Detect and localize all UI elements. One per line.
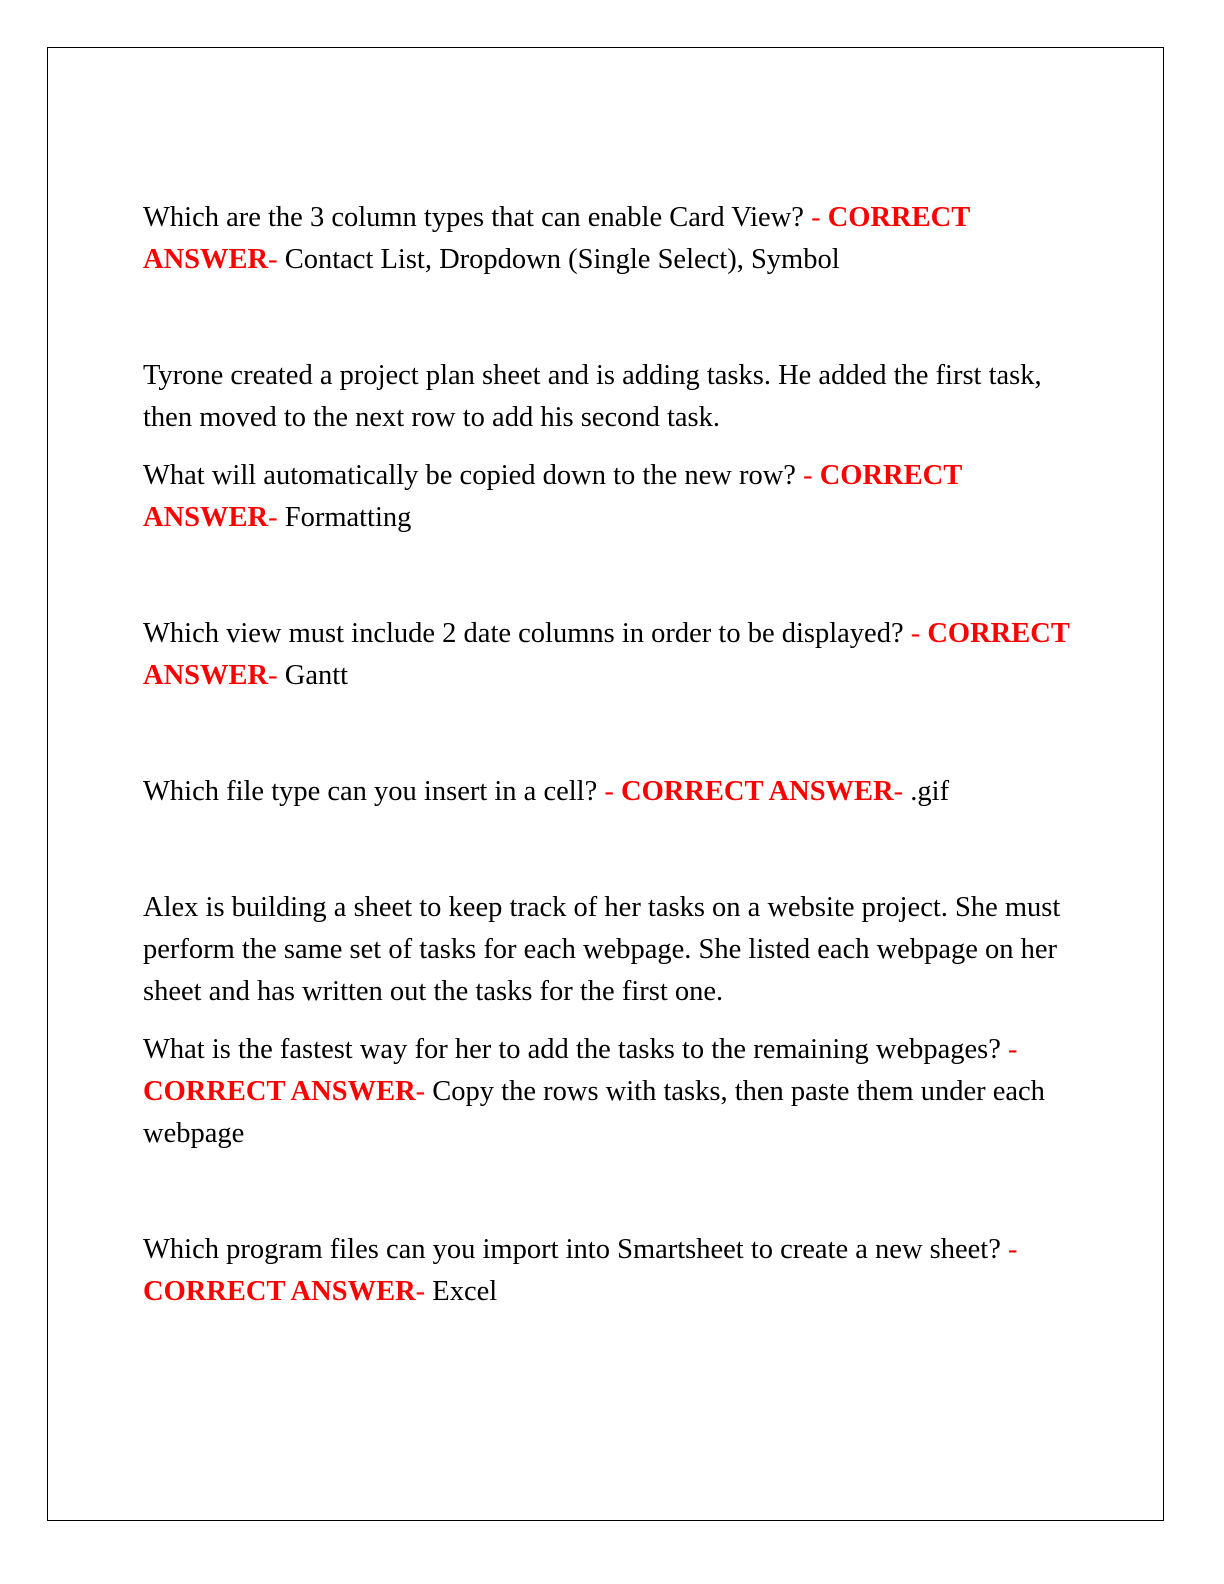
answer-label: - CORRECT ANSWER- [143, 1034, 1018, 1107]
qa-final-paragraph [143, 1229, 1073, 1313]
answer-text: Excel [432, 1276, 498, 1307]
qa-item-2 [143, 355, 1073, 539]
question-text: Which program files can you import into Smartsheet to create a new sheet? [143, 1234, 1001, 1265]
answer-label: - CORRECT ANSWER- [143, 1234, 1018, 1307]
question-text: Which are the 3 column types that can enable Card View? [143, 202, 804, 233]
answer-text: Gantt [284, 660, 349, 691]
answer-label: - CORRECT ANSWER- [143, 460, 962, 533]
qa-final-paragraph [143, 197, 1073, 281]
answer-text: Contact List, Dropdown (Single Select), Symbol [284, 244, 840, 275]
answer-text: Copy the rows with tasks, then paste them under each webpage [143, 1076, 1045, 1149]
qa-item-3 [143, 613, 1073, 697]
qa-item-6 [143, 1229, 1073, 1313]
question-text: What is the fastest way for her to add the tasks to the remaining webpages? [143, 1034, 1001, 1065]
question-context-paragraph: Tyrone created a project plan sheet and is adding tasks. He added the first task, then moved to the next row to add his second task. [143, 360, 1042, 433]
answer-text: Formatting [284, 502, 412, 533]
answer-label: - CORRECT ANSWER- [143, 202, 970, 275]
qa-final-paragraph [143, 455, 1073, 539]
qa-final-paragraph [143, 771, 1073, 813]
answer-label: - CORRECT ANSWER- [143, 618, 1070, 691]
qa-item-5 [143, 887, 1073, 1155]
question-text: What will automatically be copied down to the new row? [143, 460, 796, 491]
question-text: Which file type can you insert in a cell? [143, 776, 598, 807]
answer-label: - CORRECT ANSWER- [597, 776, 911, 807]
qa-item-1 [143, 197, 1073, 281]
qa-final-paragraph [143, 1029, 1073, 1155]
question-context-paragraph: Alex is building a sheet to keep track of her tasks on a website project. She must perform the same set of tasks for each webpage. She listed each webpage on her sheet and has written out the tasks for the first one. [143, 892, 1061, 1007]
answer-text: .gif [910, 776, 950, 807]
document-body [143, 197, 1073, 1313]
qa-final-paragraph [143, 613, 1073, 697]
question-text: Which view must include 2 date columns in order to be displayed? [143, 618, 904, 649]
qa-item-4 [143, 771, 1073, 813]
